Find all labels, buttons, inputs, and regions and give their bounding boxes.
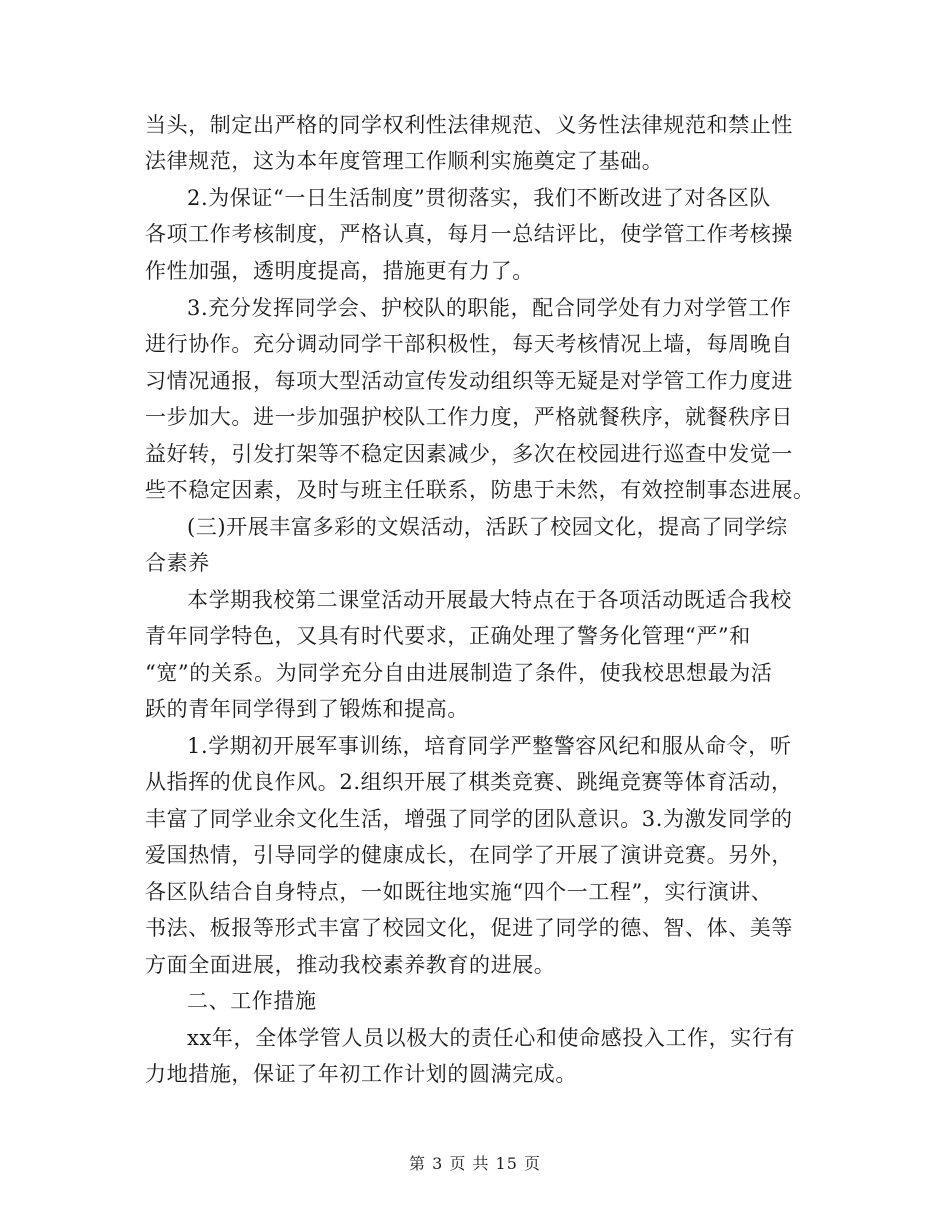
paragraph-line: 2.为保证“一日生活制度”贯彻落实，我们不断改进了对各区队	[187, 186, 771, 210]
paragraph-line: 从指挥的优良作风。2.组织开展了棋类竞赛、跳绳竞赛等体育活动，	[145, 770, 793, 794]
paragraph-line: 跃的青年同学得到了锻炼和提高。	[145, 697, 469, 721]
paragraph-line: 法律规范，这为本年度管理工作顺利实施奠定了基础。	[145, 149, 664, 173]
paragraph-line: 本学期我校第二课堂活动开展最大特点在于各项活动既适合我校	[187, 588, 792, 612]
paragraph-line: 力地措施，保证了年初工作计划的圆满完成。	[145, 1062, 577, 1086]
paragraph-line: 各项工作考核制度，严格认真，每月一总结评比，使学管工作考核操	[145, 222, 793, 246]
paragraph-line: 习情况通报，每项大型活动宣传发动组织等无疑是对学管工作力度进	[145, 369, 793, 393]
paragraph-line: 益好转，引发打架等不稳定因素减少，多次在校园进行巡查中发觉一	[145, 442, 793, 466]
paragraph-line: 进行协作。充分调动同学干部积极性，每天考核情况上墙，每周晚自	[145, 332, 793, 356]
paragraph-line: 方面全面进展，推动我校素养教育的进展。	[145, 953, 556, 977]
paragraph-line: “宽”的关系。为同学充分自由进展制造了条件，使我校思想最为活	[145, 661, 773, 685]
section-heading: 二、工作措施	[187, 989, 317, 1013]
paragraph-line: xx年，全体学管人员以极大的责任心和使命感投入工作，实行有	[187, 1026, 796, 1050]
paragraph-line: 1.学期初开展军事训练，培育同学严整警容风纪和服从命令，听	[187, 734, 792, 758]
paragraph-line: 当头，制定出严格的同学权利性法律规范、义务性法律规范和禁止性	[145, 113, 793, 137]
paragraph-line: 作性加强，透明度提高，措施更有力了。	[145, 259, 534, 283]
paragraph-line: 丰富了同学业余文化生活，增强了同学的团队意识。3.为激发同学的	[145, 807, 793, 831]
paragraph-line: 书法、板报等形式丰富了校园文化，促进了同学的德、智、体、美等	[145, 916, 793, 940]
section-heading: (三)开展丰富多彩的文娱活动，活跃了校园文化，提高了同学综	[187, 515, 788, 539]
paragraph-line: 各区队结合自身特点，一如既往地实施“四个一工程”，实行演讲、	[145, 880, 773, 904]
section-heading-continued: 合素养	[145, 551, 210, 575]
page-number-footer: 第 3 页 共 15 页	[409, 1154, 541, 1173]
paragraph-line: 3.充分发挥同学会、护校队的职能，配合同学处有力对学管工作	[187, 296, 792, 320]
paragraph-line: 些不稳定因素，及时与班主任联系，防患于未然，有效控制事态进展。	[145, 478, 815, 502]
paragraph-line: 爱国热情，引导同学的健康成长，在同学了开展了演讲竞赛。另外，	[145, 843, 793, 867]
paragraph-line: 一步加大。进一步加强护校队工作力度，严格就餐秩序，就餐秩序日	[145, 405, 793, 429]
paragraph-line: 青年同学特色，又具有时代要求，正确处理了警务化管理“严”和	[145, 624, 751, 648]
